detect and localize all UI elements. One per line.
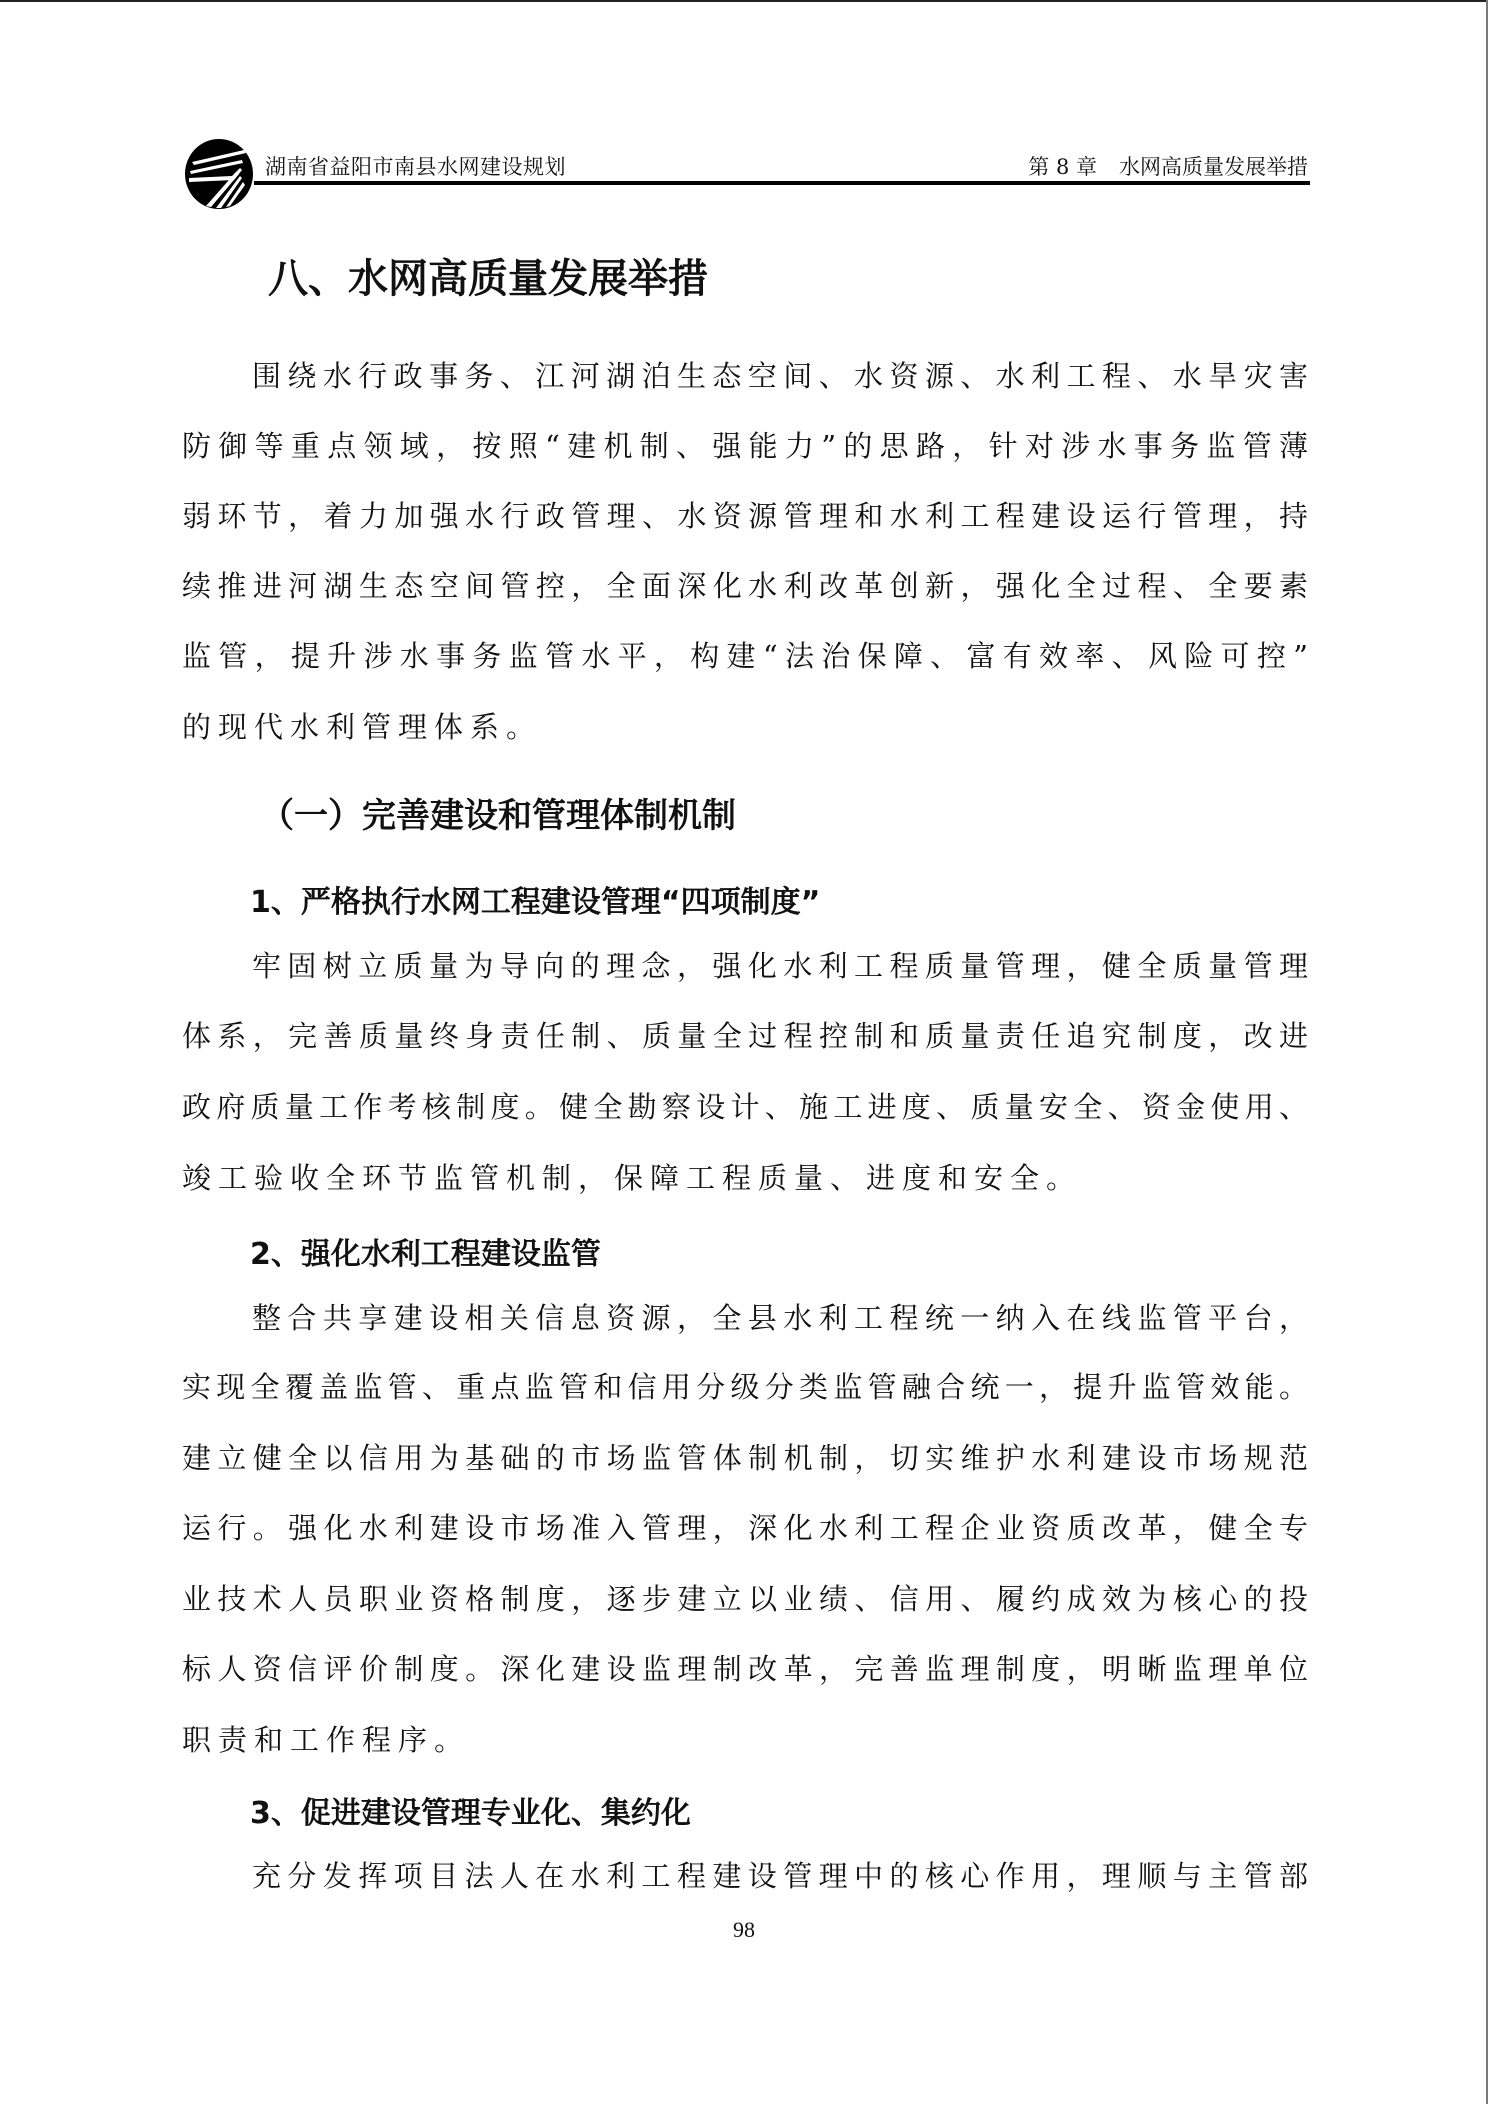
paragraph-line: 运行。强化水利建设市场准入管理，深化水利工程企业资质改革，健全专	[182, 1511, 1308, 1545]
water-network-logo-icon	[184, 138, 254, 210]
paragraph-line: 的现代水利管理体系。	[182, 710, 543, 744]
paragraph-line: 政府质量工作考核制度。健全勘察设计、施工进度、质量安全、资金使用、	[182, 1090, 1308, 1124]
chapter-label	[1028, 151, 1308, 181]
paragraph-line: 建立健全以信用为基础的市场监管体制机制，切实维护水利建设市场规范	[182, 1441, 1308, 1475]
paragraph-line: 弱环节，着力加强水行政管理、水资源管理和水利工程建设运行管理，持	[182, 499, 1308, 533]
item-heading-2: 2、强化水利工程建设监管	[250, 1237, 601, 1272]
paragraph-line: 充分发挥项目法人在水利工程建设管理中的核心作用，理顺与主管部	[252, 1859, 1308, 1893]
item-heading-1: 1、严格执行水网工程建设管理“四项制度”	[250, 885, 821, 920]
section-title: 八、水网高质量发展举措	[268, 256, 708, 302]
header-rule	[254, 181, 1310, 185]
paragraph-line: 标人资信评价制度。深化建设监理制改革，完善监理制度，明晰监理单位	[182, 1652, 1308, 1686]
paragraph-line: 业技术人员职业资格制度，逐步建立以业绩、信用、履约成效为核心的投	[182, 1582, 1308, 1616]
paragraph-line: 体系，完善质量终身责任制、质量全过程控制和质量责任追究制度，改进	[182, 1019, 1308, 1053]
paragraph-line: 续推进河湖生态空间管控，全面深化水利改革创新，强化全过程、全要素	[182, 569, 1308, 603]
page-top-border	[0, 0, 1488, 2]
paragraph-line: 整合共享建设相关信息资源，全县水利工程统一纳入在线监管平台，	[252, 1301, 1308, 1335]
paragraph-line: 职责和工作程序。	[182, 1723, 471, 1757]
paragraph-line: 竣工验收全环节监管机制，保障工程质量、进度和安全。	[182, 1161, 1083, 1195]
paragraph-line: 牢固树立质量为导向的理念，强化水利工程质量管理，健全质量管理	[252, 949, 1308, 983]
chapter-number: 第 8 章	[1028, 155, 1097, 179]
paragraph-line: 围绕水行政事务、江河湖泊生态空间、水资源、水利工程、水旱灾害	[252, 359, 1308, 393]
item-heading-3: 3、促进建设管理专业化、集约化	[250, 1796, 691, 1831]
subsection-title: （一）完善建设和管理体制机制	[260, 796, 736, 836]
paragraph-line: 监管，提升涉水事务监管水平，构建“法治保障、富有效率、风险可控”	[182, 639, 1308, 673]
paragraph-line: 防御等重点领域，按照“建机制、强能力”的思路，针对涉水事务监管薄	[182, 429, 1308, 463]
page-number: 98	[733, 1917, 755, 1942]
document-title: 湖南省益阳市南县水网建设规划	[265, 155, 566, 179]
paragraph-line: 实现全覆盖监管、重点监管和信用分级分类监管融合统一，提升监管效能。	[182, 1370, 1308, 1404]
chapter-title: 水网高质量发展举措	[1119, 155, 1308, 179]
